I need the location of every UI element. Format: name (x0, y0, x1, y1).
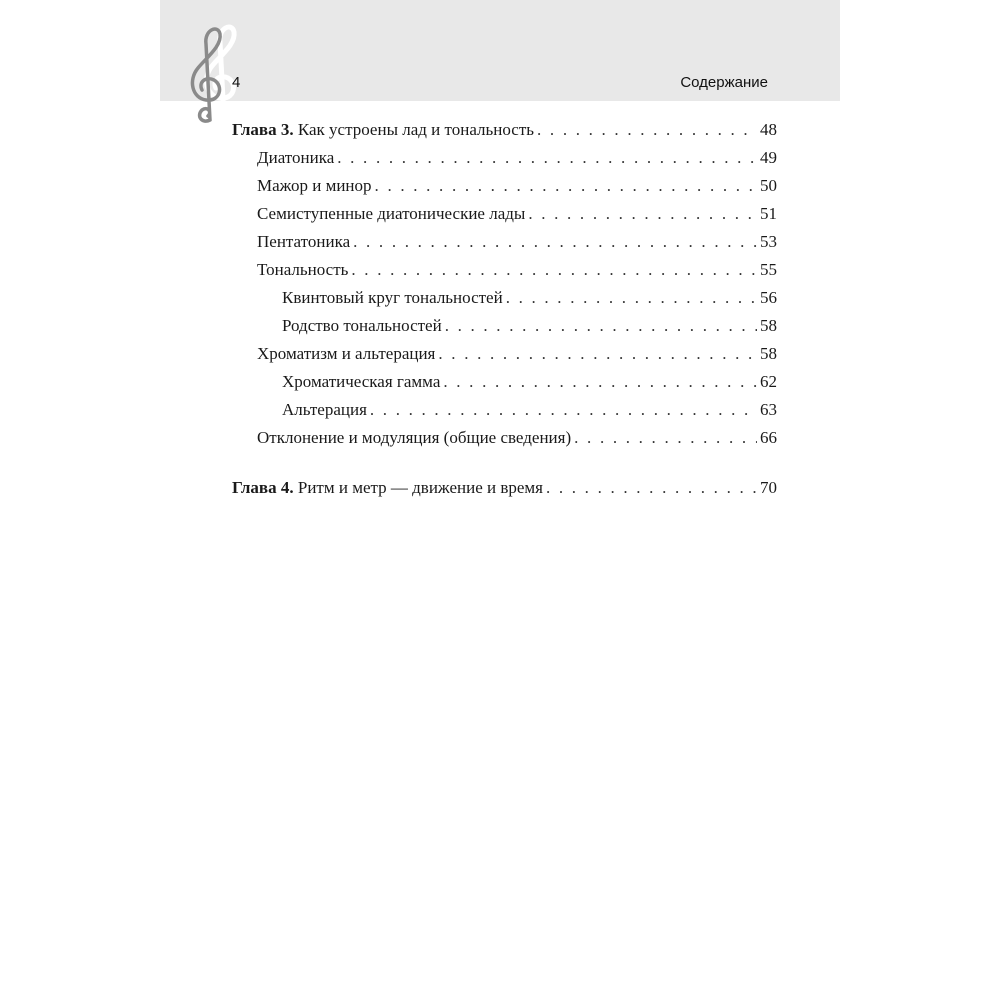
toc-section-entry (232, 256, 777, 284)
toc-page-number: 58 (760, 344, 777, 363)
toc-dot-leader (353, 228, 757, 256)
toc-dot-leader (537, 116, 757, 144)
toc-dot-leader (546, 474, 757, 502)
toc-entry-label (282, 312, 442, 340)
toc-entry-label (257, 200, 525, 228)
toc-entry-label (232, 474, 543, 502)
toc-dot-leader (443, 368, 757, 396)
table-of-contents (232, 116, 777, 502)
toc-entry-title: Пентатоника (257, 232, 351, 251)
toc-entry-label (257, 340, 435, 368)
toc-chapter-number: Глава 4. (232, 478, 294, 497)
toc-dot-leader (370, 396, 757, 424)
toc-entry-title: Ритм и метр — движение и время (297, 478, 543, 497)
toc-page-number: 62 (760, 372, 777, 391)
toc-entry-label (232, 116, 534, 144)
toc-entry-title: Отклонение и модуляция (общие сведения) (257, 428, 572, 447)
toc-dot-leader (337, 144, 757, 172)
toc-dot-leader (506, 284, 757, 312)
treble-clef-icon (180, 18, 260, 126)
toc-page-number: 70 (760, 478, 777, 497)
toc-entry-title: Альтерация (282, 400, 367, 419)
toc-page-number: 55 (760, 260, 777, 279)
toc-section-entry (232, 368, 777, 396)
toc-dot-leader (375, 172, 757, 200)
toc-entry-title: Мажор и минор (257, 176, 372, 195)
toc-entry-label (257, 144, 334, 172)
toc-page-number: 48 (760, 120, 777, 139)
toc-entry-label (257, 256, 348, 284)
toc-entry-title: Квинтовый круг тональностей (282, 288, 503, 307)
toc-entry-label (257, 172, 372, 200)
toc-chapter-entry (232, 116, 777, 144)
toc-entry-label (257, 424, 571, 452)
toc-section-entry (232, 424, 777, 452)
toc-entry-title: Хроматизм и альтерация (257, 344, 436, 363)
toc-dot-leader (351, 256, 757, 284)
toc-section-entry (232, 312, 777, 340)
page-number: 4 (232, 74, 241, 91)
toc-dot-leader (528, 200, 757, 228)
toc-entry-title: Диатоника (257, 148, 335, 167)
toc-page-number: 50 (760, 176, 777, 195)
toc-entry-title: Тональность (257, 260, 349, 279)
running-head: Содержание (680, 74, 768, 91)
toc-dot-leader (438, 340, 757, 368)
toc-entry-title: Родство тональностей (282, 316, 442, 335)
toc-dot-leader (445, 312, 757, 340)
toc-page-number: 58 (760, 316, 777, 335)
toc-entry-title: Хроматическая гамма (282, 372, 441, 391)
toc-page-number: 66 (760, 428, 777, 447)
toc-section-entry (232, 228, 777, 256)
toc-section-entry (232, 144, 777, 172)
toc-dot-leader (574, 424, 757, 452)
toc-entry-label (282, 396, 367, 424)
toc-page-number: 51 (760, 204, 777, 223)
toc-section-entry (232, 284, 777, 312)
toc-section-entry (232, 200, 777, 228)
toc-entry-title: Семиступенные диатонические лады (257, 204, 526, 223)
toc-chapter-entry (232, 474, 777, 502)
toc-section-entry (232, 340, 777, 368)
toc-chapter-number: Глава 3. (232, 120, 294, 139)
toc-section-entry (232, 396, 777, 424)
toc-entry-label (257, 228, 350, 256)
toc-page-number: 53 (760, 232, 777, 251)
toc-page-number: 63 (760, 400, 777, 419)
toc-entry-label (282, 368, 440, 396)
toc-entry-label (282, 284, 503, 312)
toc-entry-title: Как устроены лад и тональность (297, 120, 535, 139)
toc-page-number: 56 (760, 288, 777, 307)
toc-page-number: 49 (760, 148, 777, 167)
toc-section-entry (232, 172, 777, 200)
